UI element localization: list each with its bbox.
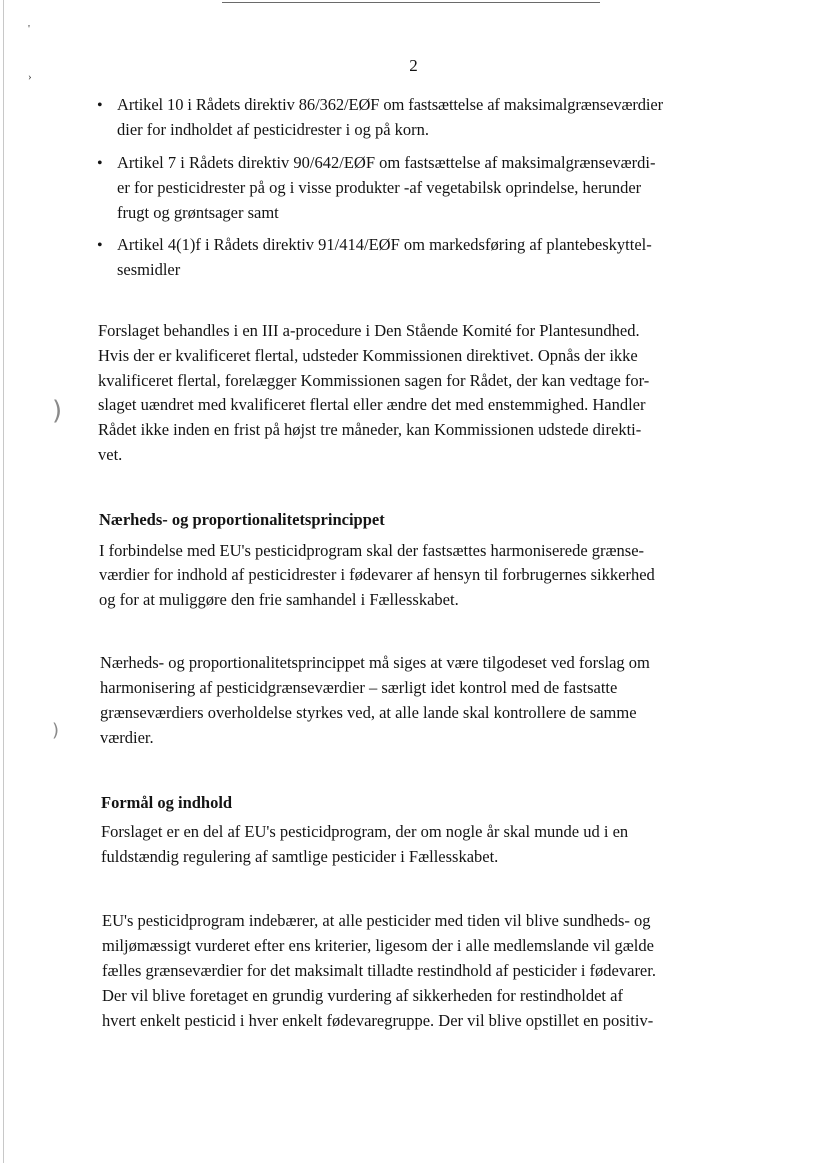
paragraph-line: grænseværdiers overholdelse styrkes ved, at alle lande skal kontrollere de samme [100,703,637,722]
bullet-icon: • [97,155,103,172]
bullet-icon: • [97,237,103,254]
scan-margin-mark: ' [28,23,30,35]
list-item-line: sesmidler [117,260,181,279]
paragraph-line: Nærheds- og proportionalitetsprincippet må siges at være tilgodeset ved forslag om [100,653,650,672]
paragraph-line: Hvis der er kvalificeret flertal, udsteder Kommissionen direktivet. Opnås der ikke [98,346,638,365]
paragraph-line: I forbindelse med EU's pesticidprogram skal der fastsættes harmoniserede grænse- [99,541,645,560]
paragraph-line: værdier for indhold af pesticidrester i fødevarer af hensyn til forbrugernes sikkerhed [99,565,655,584]
paragraph-line: miljømæssigt vurderet efter ens kriterier, ligesom der i alle medlemslande vil gælde [102,936,654,955]
page-number: 2 [409,56,418,75]
list-item-line: Artikel 7 i Rådets direktiv 90/642/EØF om fastsættelse af maksimalgrænseværdi- [117,153,656,172]
paragraph-line: vet. [98,445,123,464]
list-item-line: Artikel 4(1)f i Rådets direktiv 91/414/EØF om markedsføring af plantebeskyttel- [117,235,652,254]
paragraph-line: Rådet ikke inden en frist på højst tre måneder, kan Kommissionen udstede direkti- [98,420,642,439]
punch-hole-mark: ) [52,396,63,426]
section-heading: Formål og indhold [101,793,233,812]
list-item-line: dier for indholdet af pesticidrester i og på korn. [117,120,430,139]
paragraph-line: hvert enkelt pesticid i hver enkelt fødevaregruppe. Der vil blive opstillet en positiv- [102,1011,654,1030]
paragraph-line: fuldstændig regulering af samtlige pesticider i Fællesskabet. [101,847,499,866]
scan-top-rule [222,2,600,3]
paragraph-line: fælles grænseværdier for det maksimalt tilladte restindhold af pesticider i fødevarer. [102,961,656,980]
list-item-line: er for pesticidrester på og i visse produkter -af vegetabilsk oprindelse, herunder [117,178,642,197]
scan-margin-mark: › [28,71,32,83]
paragraph-line: Der vil blive foretaget en grundig vurdering af sikkerheden for restindholdet af [102,986,623,1005]
list-item-line: Artikel 10 i Rådets direktiv 86/362/EØF om fastsættelse af maksimalgrænseværdier [117,95,664,114]
scan-left-edge [3,0,4,1163]
punch-hole-mark: ) [52,720,60,741]
paragraph-line: slaget uændret med kvalificeret flertal eller ændre det med enstemmighed. Handler [98,395,646,414]
section-heading: Nærheds- og proportionalitetsprincippet [99,510,385,529]
paragraph-line: værdier. [100,728,154,747]
paragraph-line: EU's pesticidprogram indebærer, at alle pesticider med tiden vil blive sundheds- og [102,911,651,930]
paragraph-line: og for at muliggøre den frie samhandel i Fællesskabet. [99,590,459,609]
paragraph-line: harmonisering af pesticidgrænseværdier – særligt idet kontrol med de fastsatte [100,678,618,697]
paragraph-line: Forslaget er en del af EU's pesticidprogram, der om nogle år skal munde ud i en [101,822,629,841]
paragraph-line: kvalificeret flertal, forelægger Kommissionen sagen for Rådet, der kan vedtage for- [98,371,650,390]
paragraph-line: Forslaget behandles i en III a-procedure i Den Stående Komité for Plantesundhed. [98,321,640,340]
bullet-icon: • [97,97,103,114]
list-item-line: frugt og grøntsager samt [117,203,279,222]
